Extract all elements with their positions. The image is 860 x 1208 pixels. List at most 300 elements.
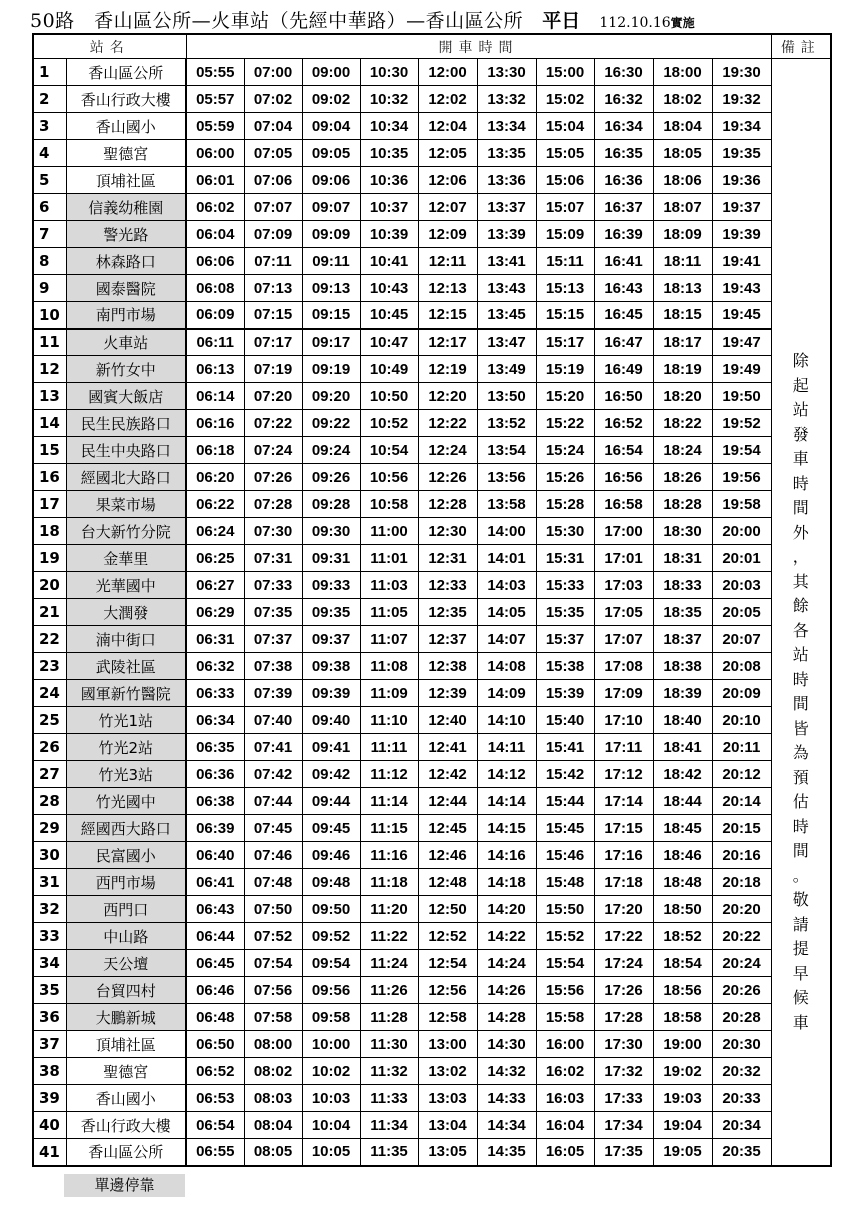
stop-name: 經國北大路口 [66, 464, 186, 491]
departure-time: 12:44 [418, 788, 477, 815]
stop-name: 湳中街口 [66, 626, 186, 653]
stop-number: 10 [33, 302, 66, 329]
departure-time: 09:39 [302, 680, 360, 707]
departure-time: 11:10 [360, 707, 418, 734]
table-row [33, 680, 831, 707]
departure-time: 18:22 [653, 410, 712, 437]
departure-time: 09:11 [302, 248, 360, 275]
departure-time: 15:33 [536, 572, 594, 599]
departure-time: 11:07 [360, 626, 418, 653]
departure-time: 08:02 [244, 1058, 302, 1085]
departure-time: 12:24 [418, 437, 477, 464]
departure-time: 15:45 [536, 815, 594, 842]
departure-time: 06:52 [186, 1058, 244, 1085]
departure-time: 07:39 [244, 680, 302, 707]
departure-time: 15:30 [536, 518, 594, 545]
departure-time: 15:38 [536, 653, 594, 680]
departure-time: 14:01 [477, 545, 536, 572]
stop-name: 香山區公所 [66, 59, 186, 86]
departure-time: 07:44 [244, 788, 302, 815]
departure-time: 13:41 [477, 248, 536, 275]
departure-time: 13:05 [418, 1139, 477, 1166]
departure-time: 12:30 [418, 518, 477, 545]
stop-name: 台大新竹分院 [66, 518, 186, 545]
stop-name: 天公壇 [66, 950, 186, 977]
departure-time: 13:47 [477, 329, 536, 356]
stop-name: 國軍新竹醫院 [66, 680, 186, 707]
departure-time: 07:26 [244, 464, 302, 491]
table-row [33, 356, 831, 383]
stop-name: 竹光2站 [66, 734, 186, 761]
note-text: 除 起 站 發 車 時 間 外 ， 其 餘 各 站 時 間 皆 為 預 估 時 間 。 敬 請 提 早 候 車 [792, 351, 809, 1032]
departure-time: 18:38 [653, 653, 712, 680]
departure-time: 18:37 [653, 626, 712, 653]
departure-time: 18:11 [653, 248, 712, 275]
stop-name: 警光路 [66, 221, 186, 248]
departure-time: 12:20 [418, 383, 477, 410]
departure-time: 18:06 [653, 167, 712, 194]
departure-time: 20:14 [712, 788, 771, 815]
stop-name: 民生中央路口 [66, 437, 186, 464]
departure-time: 12:56 [418, 977, 477, 1004]
departure-time: 20:34 [712, 1112, 771, 1139]
departure-time: 17:26 [594, 977, 653, 1004]
departure-time: 15:35 [536, 599, 594, 626]
departure-time: 18:48 [653, 869, 712, 896]
departure-time: 16:39 [594, 221, 653, 248]
departure-time: 15:06 [536, 167, 594, 194]
departure-time: 07:41 [244, 734, 302, 761]
departure-time: 15:26 [536, 464, 594, 491]
timetable [32, 33, 832, 1167]
stop-number: 23 [33, 653, 66, 680]
table-row [33, 140, 831, 167]
departure-time: 18:54 [653, 950, 712, 977]
departure-time: 10:35 [360, 140, 418, 167]
departure-time: 18:42 [653, 761, 712, 788]
table-row [33, 1004, 831, 1031]
table-row [33, 815, 831, 842]
stop-number: 20 [33, 572, 66, 599]
departure-time: 06:09 [186, 302, 244, 329]
stop-number: 29 [33, 815, 66, 842]
departure-time: 17:28 [594, 1004, 653, 1031]
departure-time: 18:30 [653, 518, 712, 545]
departure-time: 17:03 [594, 572, 653, 599]
departure-time: 10:00 [302, 1031, 360, 1058]
departure-time: 19:02 [653, 1058, 712, 1085]
departure-time: 09:17 [302, 329, 360, 356]
departure-time: 06:08 [186, 275, 244, 302]
departure-time: 09:46 [302, 842, 360, 869]
timetable-body [33, 59, 831, 1166]
departure-time: 07:13 [244, 275, 302, 302]
departure-time: 09:38 [302, 653, 360, 680]
departure-time: 09:52 [302, 923, 360, 950]
departure-time: 11:03 [360, 572, 418, 599]
table-row [33, 1031, 831, 1058]
departure-time: 19:41 [712, 248, 771, 275]
departure-time: 07:20 [244, 383, 302, 410]
departure-time: 15:07 [536, 194, 594, 221]
departure-time: 19:37 [712, 194, 771, 221]
departure-time: 07:46 [244, 842, 302, 869]
stop-number: 13 [33, 383, 66, 410]
stop-name: 民富國小 [66, 842, 186, 869]
departure-time: 14:10 [477, 707, 536, 734]
departure-time: 12:46 [418, 842, 477, 869]
departure-time: 19:39 [712, 221, 771, 248]
departure-time: 15:11 [536, 248, 594, 275]
departure-time: 07:11 [244, 248, 302, 275]
departure-time: 10:45 [360, 302, 418, 329]
table-row [33, 950, 831, 977]
departure-time: 15:19 [536, 356, 594, 383]
departure-time: 09:45 [302, 815, 360, 842]
stop-number: 9 [33, 275, 66, 302]
departure-time: 19:47 [712, 329, 771, 356]
departure-time: 16:04 [536, 1112, 594, 1139]
departure-time: 06:22 [186, 491, 244, 518]
effective-date: 112.10.16 [599, 15, 671, 31]
day-type: 平日 [542, 10, 581, 32]
stop-number: 24 [33, 680, 66, 707]
departure-time: 09:07 [302, 194, 360, 221]
stop-name: 金華里 [66, 545, 186, 572]
table-row [33, 923, 831, 950]
stop-number: 3 [33, 113, 66, 140]
departure-time: 10:37 [360, 194, 418, 221]
departure-time: 19:50 [712, 383, 771, 410]
departure-time: 07:07 [244, 194, 302, 221]
departure-time: 06:24 [186, 518, 244, 545]
table-row [33, 1112, 831, 1139]
departure-time: 05:57 [186, 86, 244, 113]
table-row [33, 788, 831, 815]
departure-time: 14:24 [477, 950, 536, 977]
departure-time: 07:05 [244, 140, 302, 167]
departure-time: 20:20 [712, 896, 771, 923]
departure-time: 15:13 [536, 275, 594, 302]
stop-name: 香山區公所 [66, 1139, 186, 1166]
departure-time: 10:02 [302, 1058, 360, 1085]
departure-time: 17:35 [594, 1139, 653, 1166]
departure-time: 12:17 [418, 329, 477, 356]
departure-time: 15:41 [536, 734, 594, 761]
departure-time: 09:09 [302, 221, 360, 248]
departure-time: 13:54 [477, 437, 536, 464]
table-row [33, 545, 831, 572]
departure-time: 09:44 [302, 788, 360, 815]
departure-time: 12:40 [418, 707, 477, 734]
departure-time: 16:32 [594, 86, 653, 113]
departure-time: 15:20 [536, 383, 594, 410]
departure-time: 15:37 [536, 626, 594, 653]
departure-time: 11:16 [360, 842, 418, 869]
departure-time: 12:58 [418, 1004, 477, 1031]
departure-time: 15:05 [536, 140, 594, 167]
departure-time: 05:59 [186, 113, 244, 140]
departure-time: 07:02 [244, 86, 302, 113]
departure-time: 10:54 [360, 437, 418, 464]
departure-time: 16:45 [594, 302, 653, 329]
stop-name: 香山國小 [66, 1085, 186, 1112]
departure-time: 20:30 [712, 1031, 771, 1058]
departure-time: 17:20 [594, 896, 653, 923]
table-row [33, 626, 831, 653]
departure-time: 18:20 [653, 383, 712, 410]
departure-time: 20:33 [712, 1085, 771, 1112]
departure-time: 09:58 [302, 1004, 360, 1031]
departure-time: 07:24 [244, 437, 302, 464]
departure-time: 19:36 [712, 167, 771, 194]
departure-time: 09:06 [302, 167, 360, 194]
departure-time: 06:14 [186, 383, 244, 410]
effective-suffix: 實施 [670, 16, 695, 30]
table-row [33, 518, 831, 545]
departure-time: 16:52 [594, 410, 653, 437]
departure-time: 18:05 [653, 140, 712, 167]
table-row [33, 1085, 831, 1112]
departure-time: 20:00 [712, 518, 771, 545]
departure-time: 14:16 [477, 842, 536, 869]
table-row [33, 329, 831, 356]
departure-time: 11:12 [360, 761, 418, 788]
stop-number: 7 [33, 221, 66, 248]
departure-time: 12:26 [418, 464, 477, 491]
departure-time: 07:48 [244, 869, 302, 896]
departure-time: 20:28 [712, 1004, 771, 1031]
departure-time: 18:02 [653, 86, 712, 113]
departure-time: 09:48 [302, 869, 360, 896]
departure-time: 11:11 [360, 734, 418, 761]
table-row [33, 86, 831, 113]
departure-time: 07:58 [244, 1004, 302, 1031]
departure-time: 09:56 [302, 977, 360, 1004]
departure-time: 19:32 [712, 86, 771, 113]
departure-time: 15:58 [536, 1004, 594, 1031]
departure-time: 09:24 [302, 437, 360, 464]
departure-time: 19:34 [712, 113, 771, 140]
departure-time: 14:11 [477, 734, 536, 761]
departure-time: 18:52 [653, 923, 712, 950]
departure-time: 16:02 [536, 1058, 594, 1085]
departure-time: 10:50 [360, 383, 418, 410]
stop-name: 西門口 [66, 896, 186, 923]
table-row [33, 842, 831, 869]
stop-number: 28 [33, 788, 66, 815]
departure-time: 08:04 [244, 1112, 302, 1139]
departure-time: 09:26 [302, 464, 360, 491]
departure-time: 18:40 [653, 707, 712, 734]
departure-time: 09:30 [302, 518, 360, 545]
departure-time: 11:08 [360, 653, 418, 680]
departure-time: 12:48 [418, 869, 477, 896]
departure-time: 06:55 [186, 1139, 244, 1166]
stop-number: 8 [33, 248, 66, 275]
table-row [33, 653, 831, 680]
departure-time: 19:00 [653, 1031, 712, 1058]
departure-time: 20:09 [712, 680, 771, 707]
stop-name: 武陵社區 [66, 653, 186, 680]
departure-time: 17:01 [594, 545, 653, 572]
departure-time: 13:37 [477, 194, 536, 221]
departure-time: 12:38 [418, 653, 477, 680]
stop-number: 32 [33, 896, 66, 923]
departure-time: 15:39 [536, 680, 594, 707]
departure-time: 07:04 [244, 113, 302, 140]
departure-time: 13:56 [477, 464, 536, 491]
departure-time: 14:14 [477, 788, 536, 815]
departure-time: 18:04 [653, 113, 712, 140]
departure-time: 18:56 [653, 977, 712, 1004]
stop-number: 40 [33, 1112, 66, 1139]
departure-time: 17:14 [594, 788, 653, 815]
departure-time: 13:04 [418, 1112, 477, 1139]
departure-time: 16:54 [594, 437, 653, 464]
departure-time: 07:28 [244, 491, 302, 518]
departure-time: 14:15 [477, 815, 536, 842]
departure-time: 11:34 [360, 1112, 418, 1139]
stop-number: 25 [33, 707, 66, 734]
stop-name: 大潤發 [66, 599, 186, 626]
departure-time: 14:05 [477, 599, 536, 626]
departure-time: 12:50 [418, 896, 477, 923]
departure-time: 05:55 [186, 59, 244, 86]
departure-time: 15:04 [536, 113, 594, 140]
departure-time: 14:33 [477, 1085, 536, 1112]
departure-time: 13:50 [477, 383, 536, 410]
departure-time: 11:33 [360, 1085, 418, 1112]
departure-time: 17:10 [594, 707, 653, 734]
departure-time: 17:09 [594, 680, 653, 707]
stop-name: 國賓大飯店 [66, 383, 186, 410]
departure-time: 08:00 [244, 1031, 302, 1058]
departure-time: 18:28 [653, 491, 712, 518]
departure-time: 12:09 [418, 221, 477, 248]
departure-time: 17:16 [594, 842, 653, 869]
table-row [33, 167, 831, 194]
departure-time: 18:44 [653, 788, 712, 815]
stop-name: 西門市場 [66, 869, 186, 896]
departure-time: 06:33 [186, 680, 244, 707]
departure-time: 12:42 [418, 761, 477, 788]
departure-time: 16:56 [594, 464, 653, 491]
departure-time: 12:35 [418, 599, 477, 626]
stop-name: 台貿四村 [66, 977, 186, 1004]
departure-time: 20:18 [712, 869, 771, 896]
departure-time: 07:06 [244, 167, 302, 194]
departure-time: 12:11 [418, 248, 477, 275]
table-row [33, 707, 831, 734]
departure-time: 07:30 [244, 518, 302, 545]
table-row [33, 491, 831, 518]
departure-time: 15:54 [536, 950, 594, 977]
departure-time: 11:14 [360, 788, 418, 815]
departure-time: 09:15 [302, 302, 360, 329]
departure-time: 09:13 [302, 275, 360, 302]
departure-time: 20:11 [712, 734, 771, 761]
departure-time: 06:44 [186, 923, 244, 950]
stop-name: 經國西大路口 [66, 815, 186, 842]
departure-time: 20:07 [712, 626, 771, 653]
departure-time: 12:54 [418, 950, 477, 977]
table-row [33, 221, 831, 248]
departure-time: 06:46 [186, 977, 244, 1004]
departure-time: 10:30 [360, 59, 418, 86]
stop-name: 信義幼稚園 [66, 194, 186, 221]
departure-time: 10:34 [360, 113, 418, 140]
stop-name: 果菜市場 [66, 491, 186, 518]
departure-time: 06:45 [186, 950, 244, 977]
departure-time: 14:07 [477, 626, 536, 653]
departure-time: 17:05 [594, 599, 653, 626]
departure-time: 19:05 [653, 1139, 712, 1166]
stop-name: 竹光3站 [66, 761, 186, 788]
departure-time: 12:07 [418, 194, 477, 221]
departure-time: 06:16 [186, 410, 244, 437]
departure-time: 09:42 [302, 761, 360, 788]
departure-time: 19:45 [712, 302, 771, 329]
departure-time: 14:26 [477, 977, 536, 1004]
stop-name: 竹光國中 [66, 788, 186, 815]
departure-time: 18:35 [653, 599, 712, 626]
departure-time: 17:15 [594, 815, 653, 842]
departure-time: 09:00 [302, 59, 360, 86]
departure-time: 16:35 [594, 140, 653, 167]
departure-time: 15:40 [536, 707, 594, 734]
departure-time: 11:30 [360, 1031, 418, 1058]
departure-time: 18:26 [653, 464, 712, 491]
departure-time: 13:39 [477, 221, 536, 248]
stop-number: 33 [33, 923, 66, 950]
departure-time: 09:37 [302, 626, 360, 653]
departure-time: 09:54 [302, 950, 360, 977]
departure-time: 19:49 [712, 356, 771, 383]
departure-time: 15:52 [536, 923, 594, 950]
stop-number: 30 [33, 842, 66, 869]
departure-time: 13:02 [418, 1058, 477, 1085]
departure-time: 13:00 [418, 1031, 477, 1058]
departure-time: 11:09 [360, 680, 418, 707]
departure-time: 11:26 [360, 977, 418, 1004]
departure-time: 12:33 [418, 572, 477, 599]
departure-time: 18:50 [653, 896, 712, 923]
departure-time: 10:56 [360, 464, 418, 491]
departure-time: 06:02 [186, 194, 244, 221]
table-row [33, 302, 831, 329]
stop-number: 27 [33, 761, 66, 788]
departure-time: 20:26 [712, 977, 771, 1004]
departure-time: 12:52 [418, 923, 477, 950]
departure-time: 16:03 [536, 1085, 594, 1112]
departure-time: 15:50 [536, 896, 594, 923]
departure-time: 06:18 [186, 437, 244, 464]
departure-time: 16:37 [594, 194, 653, 221]
departure-time: 07:00 [244, 59, 302, 86]
departure-time: 10:41 [360, 248, 418, 275]
departure-time: 09:50 [302, 896, 360, 923]
departure-time: 13:58 [477, 491, 536, 518]
departure-time: 07:37 [244, 626, 302, 653]
departure-time: 20:10 [712, 707, 771, 734]
stop-name: 新竹女中 [66, 356, 186, 383]
table-row [33, 275, 831, 302]
stop-name: 聖德宮 [66, 1058, 186, 1085]
departure-time: 17:08 [594, 653, 653, 680]
departure-time: 12:06 [418, 167, 477, 194]
departure-time: 12:31 [418, 545, 477, 572]
